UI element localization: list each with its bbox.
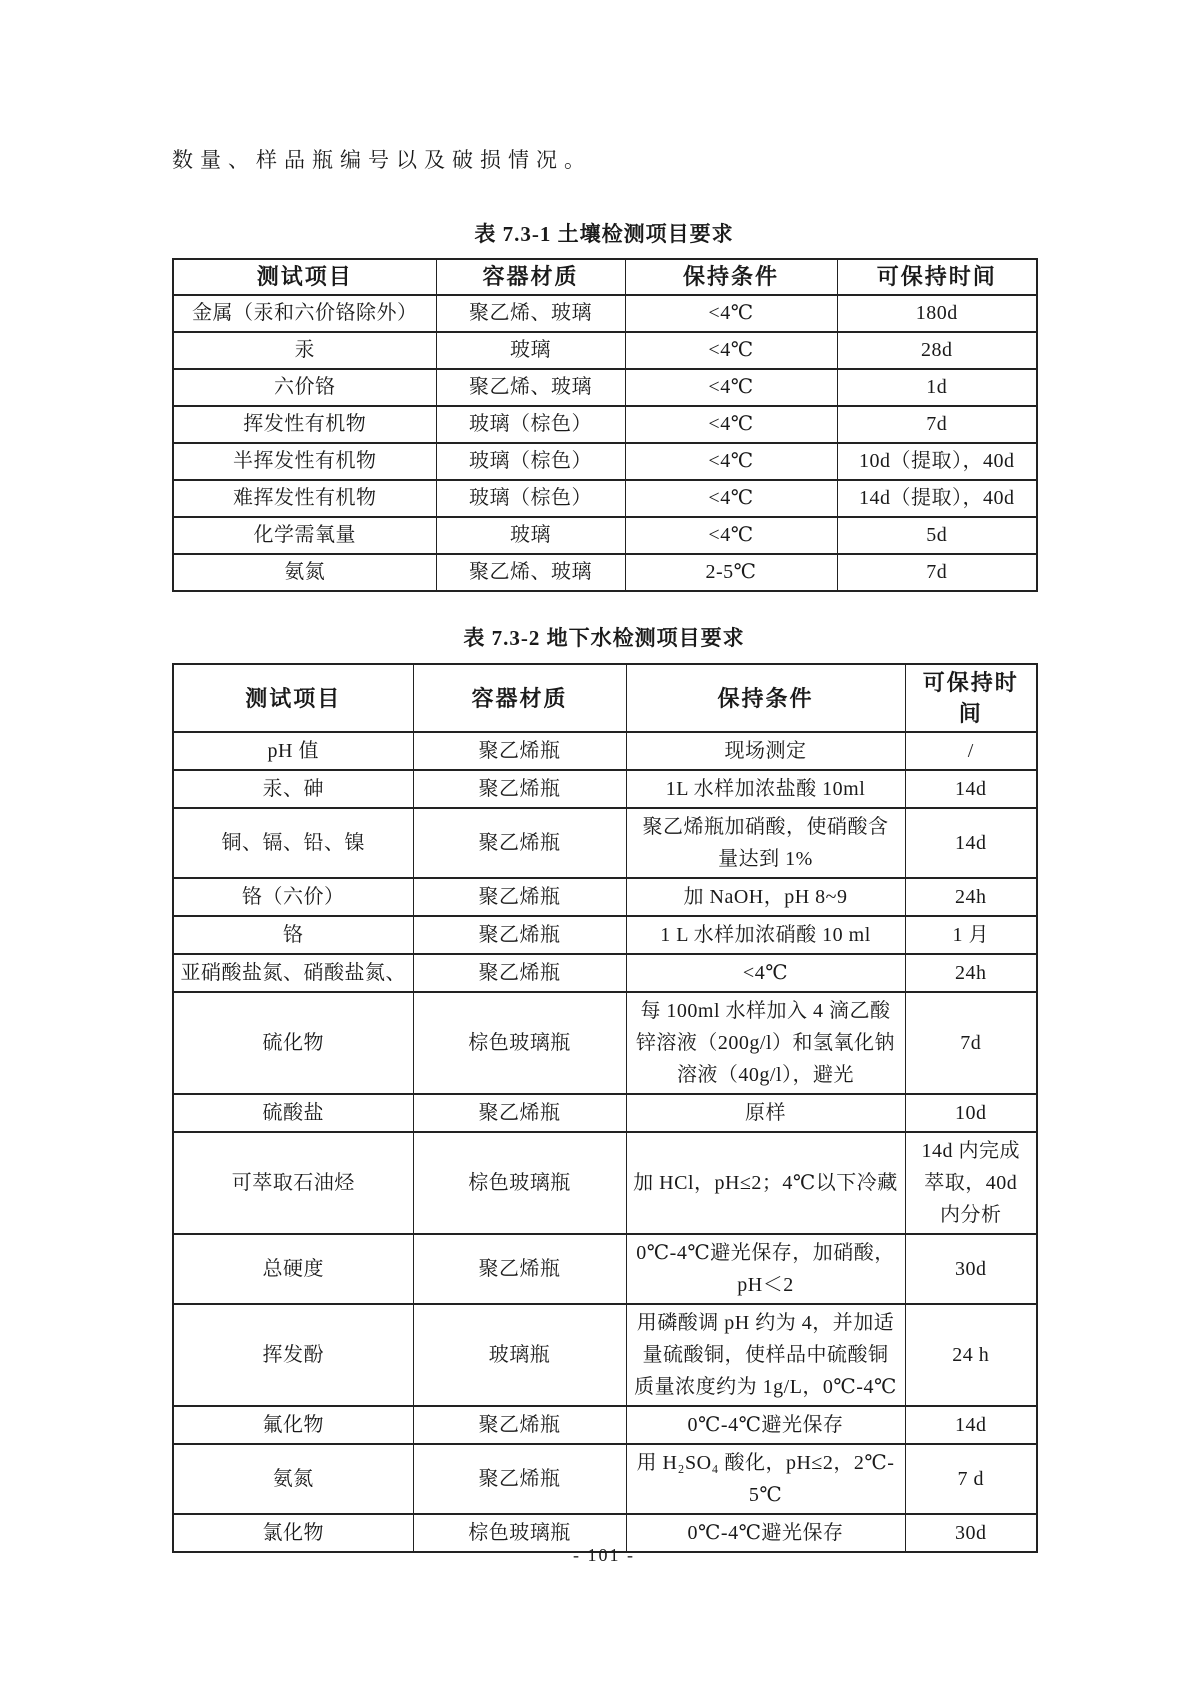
table-cell: 0℃-4℃避光保存: [626, 1406, 905, 1444]
table-cell: 加 HCl，pH≤2；4℃以下冷藏: [626, 1132, 905, 1234]
table-cell: <4℃: [625, 443, 837, 480]
table-cell: <4℃: [625, 332, 837, 369]
table-cell: 氯化物: [173, 1514, 413, 1552]
table-cell: 氨氮: [173, 1444, 413, 1514]
table-cell: 化学需氧量: [173, 517, 436, 554]
table-cell: 聚乙烯瓶: [413, 732, 626, 770]
table-row: [173, 406, 1037, 443]
table-cell: 用 H₂SO₄ 酸化，pH≤2，2℃-5℃: [626, 1444, 905, 1514]
table-cell: 每 100ml 水样加入 4 滴乙酸锌溶液（200g/l）和氢氧化钠溶液（40g/l），避光: [626, 992, 905, 1094]
table-cell: 聚乙烯瓶: [413, 1234, 626, 1304]
table-cell: 聚乙烯瓶: [413, 808, 626, 878]
table-row: [173, 1234, 1037, 1304]
groundwater-test-table: [172, 663, 1038, 1553]
table-cell: 可萃取石油烃: [173, 1132, 413, 1234]
table-cell: <4℃: [625, 295, 837, 332]
column-header-test-item: 测试项目: [173, 259, 436, 295]
table-cell: 挥发性有机物: [173, 406, 436, 443]
column-header-test-item: 测试项目: [173, 664, 413, 732]
table-row: [173, 992, 1037, 1094]
column-header-container: 容器材质: [413, 664, 626, 732]
table-cell: 聚乙烯瓶加硝酸，使硝酸含量达到 1%: [626, 808, 905, 878]
table-cell: 14d（提取），40d: [837, 480, 1037, 517]
table-cell: 24h: [905, 954, 1037, 992]
table-cell: pH 值: [173, 732, 413, 770]
table-cell: 聚乙烯、玻璃: [436, 554, 625, 591]
table-cell: 聚乙烯瓶: [413, 916, 626, 954]
table-row: [173, 1132, 1037, 1234]
table-row: [173, 1406, 1037, 1444]
table-cell: 硫化物: [173, 992, 413, 1094]
table-cell: 7 d: [905, 1444, 1037, 1514]
column-header-container: 容器材质: [436, 259, 625, 295]
table-cell: 挥发酚: [173, 1304, 413, 1406]
table-row: [173, 1444, 1037, 1514]
table-row: [173, 1094, 1037, 1132]
table-cell: 原样: [626, 1094, 905, 1132]
table-cell: 聚乙烯瓶: [413, 1406, 626, 1444]
table-cell: 棕色玻璃瓶: [413, 1514, 626, 1552]
table-cell: <4℃: [625, 406, 837, 443]
table-row: [173, 954, 1037, 992]
table-cell: <4℃: [625, 517, 837, 554]
table-header-row: [173, 259, 1037, 295]
table-cell: 30d: [905, 1514, 1037, 1552]
column-header-holding-time: 可保持时间: [905, 664, 1037, 732]
document-page: [172, 0, 1036, 1553]
page-number: - 101 -: [573, 1545, 635, 1565]
table-cell: 玻璃（棕色）: [436, 443, 625, 480]
table-cell: 玻璃（棕色）: [436, 406, 625, 443]
column-header-condition: 保持条件: [626, 664, 905, 732]
table-cell: 难挥发性有机物: [173, 480, 436, 517]
table-row: [173, 332, 1037, 369]
table1-title: 表 7.3-1 土壤检测项目要求: [474, 222, 734, 246]
table-cell: 半挥发性有机物: [173, 443, 436, 480]
table-cell: 1 月: [905, 916, 1037, 954]
table-cell: 玻璃: [436, 517, 625, 554]
table-cell: 加 NaOH，pH 8~9: [626, 878, 905, 916]
table-cell: 铬: [173, 916, 413, 954]
table-cell: 14d: [905, 808, 1037, 878]
table-cell: 聚乙烯瓶: [413, 770, 626, 808]
table-cell: 棕色玻璃瓶: [413, 1132, 626, 1234]
table-cell: 聚乙烯、玻璃: [436, 369, 625, 406]
table-cell: 聚乙烯瓶: [413, 954, 626, 992]
table-row: [173, 443, 1037, 480]
table-cell: 0℃-4℃避光保存: [626, 1514, 905, 1552]
table-cell: <4℃: [626, 954, 905, 992]
table-cell: 28d: [837, 332, 1037, 369]
table-cell: 用磷酸调 pH 约为 4，并加适量硫酸铜，使样品中硫酸铜质量浓度约为 1g/L，0℃-4℃: [626, 1304, 905, 1406]
table-cell: 氟化物: [173, 1406, 413, 1444]
table-cell: 7d: [837, 554, 1037, 591]
column-header-holding-time: 可保持时间: [837, 259, 1037, 295]
table-cell: 10d: [905, 1094, 1037, 1132]
table-cell: 聚乙烯瓶: [413, 1094, 626, 1132]
table-cell: 14d 内完成萃取，40d 内分析: [905, 1132, 1037, 1234]
table-cell: 1d: [837, 369, 1037, 406]
table-cell: 氨氮: [173, 554, 436, 591]
table-cell: 玻璃: [436, 332, 625, 369]
table-row: [173, 732, 1037, 770]
table-cell: 聚乙烯、玻璃: [436, 295, 625, 332]
table-cell: 汞、砷: [173, 770, 413, 808]
table-cell: 2-5℃: [625, 554, 837, 591]
table-cell: 现场测定: [626, 732, 905, 770]
table-cell: 7d: [905, 992, 1037, 1094]
table-cell: 玻璃（棕色）: [436, 480, 625, 517]
table-cell: 金属（汞和六价铬除外）: [173, 295, 436, 332]
table-cell: 24 h: [905, 1304, 1037, 1406]
table-row: [173, 480, 1037, 517]
table-cell: 180d: [837, 295, 1037, 332]
table-row: [173, 517, 1037, 554]
table-cell: 汞: [173, 332, 436, 369]
table-cell: 7d: [837, 406, 1037, 443]
table-cell: 1L 水样加浓盐酸 10ml: [626, 770, 905, 808]
table-row: [173, 916, 1037, 954]
table-cell: 玻璃瓶: [413, 1304, 626, 1406]
table-cell: 1 L 水样加浓硝酸 10 ml: [626, 916, 905, 954]
table-header-row: [173, 664, 1037, 732]
table-cell: <4℃: [625, 480, 837, 517]
table-cell: 棕色玻璃瓶: [413, 992, 626, 1094]
table-cell: 硫酸盐: [173, 1094, 413, 1132]
table-row: [173, 808, 1037, 878]
table-cell: <4℃: [625, 369, 837, 406]
table-cell: 铬（六价）: [173, 878, 413, 916]
table-cell: 5d: [837, 517, 1037, 554]
soil-test-table: [172, 258, 1038, 592]
table-cell: 14d: [905, 1406, 1037, 1444]
table-row: [173, 770, 1037, 808]
table2-title: 表 7.3-2 地下水检测项目要求: [463, 626, 745, 650]
table-cell: 铜、镉、铅、镍: [173, 808, 413, 878]
table-cell: 24h: [905, 878, 1037, 916]
table-cell: 聚乙烯瓶: [413, 878, 626, 916]
table-cell: 聚乙烯瓶: [413, 1444, 626, 1514]
table-row: [173, 295, 1037, 332]
table-row: [173, 369, 1037, 406]
table-cell: 30d: [905, 1234, 1037, 1304]
table-row: [173, 554, 1037, 591]
table-row: [173, 878, 1037, 916]
table-cell: 六价铬: [173, 369, 436, 406]
table-cell: 10d（提取），40d: [837, 443, 1037, 480]
table-cell: 14d: [905, 770, 1037, 808]
column-header-condition: 保持条件: [625, 259, 837, 295]
table-cell: 0℃-4℃避光保存，加硝酸，pH＜2: [626, 1234, 905, 1304]
intro-paragraph: 数量、样品瓶编号以及破损情况。: [172, 148, 592, 172]
table-cell: 总硬度: [173, 1234, 413, 1304]
table-cell: 亚硝酸盐氮、硝酸盐氮、: [173, 954, 413, 992]
table-row: [173, 1304, 1037, 1406]
table-cell: /: [905, 732, 1037, 770]
